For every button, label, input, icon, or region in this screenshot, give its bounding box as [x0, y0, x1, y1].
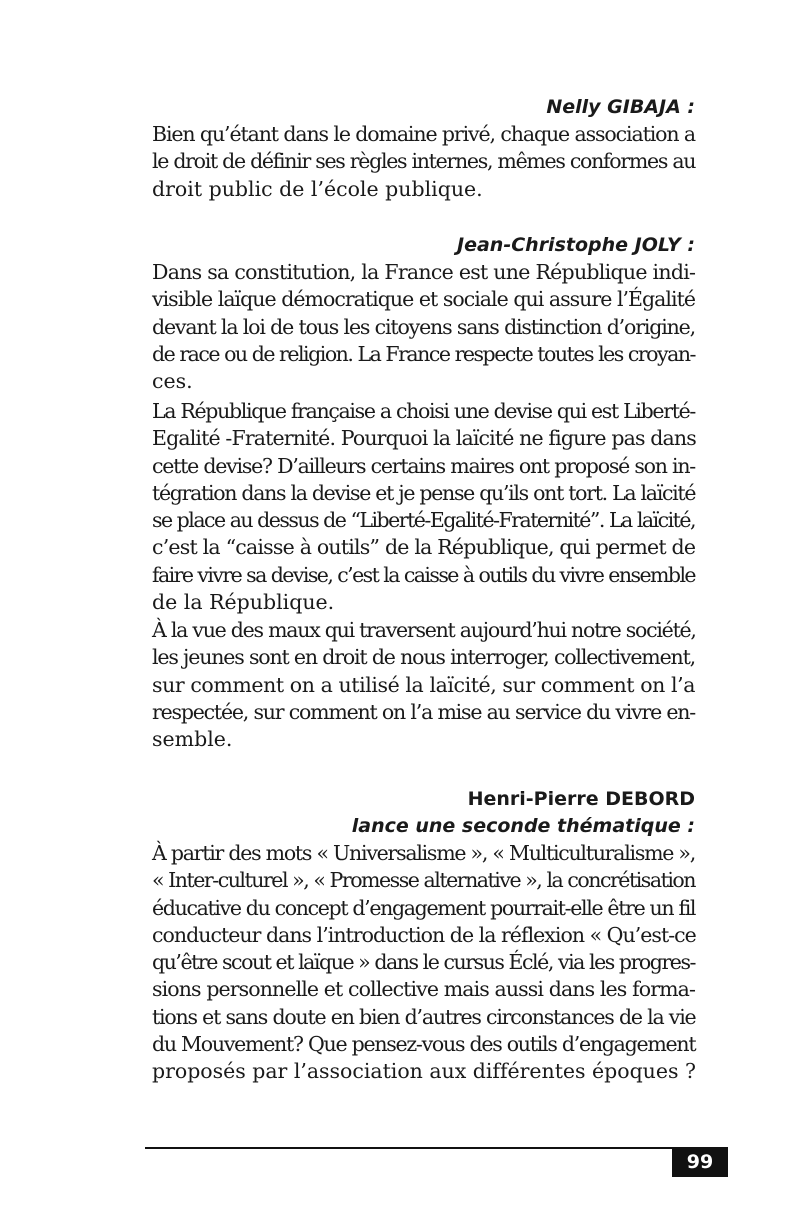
text-line: du Mouvement? Que pensez-vous des outils d’engagement [152, 1032, 696, 1057]
text-line: ces. [152, 369, 193, 394]
text-line: devant la loi de tous les citoyens sans distinction d’origine, [152, 314, 695, 339]
paragraph-joly-2 [152, 398, 695, 616]
speaker-nelly-gibaja: Nelly GIBAJA : [546, 96, 695, 118]
speaker-henri-pierre-debord: Henri-Pierre DEBORD [467, 788, 695, 810]
text-line: À partir des mots « Universalisme », « Multiculturalisme », [152, 841, 695, 865]
speaker-intro-line: lance une seconde thématique : [351, 815, 695, 837]
text-line: « Inter-culturel », « Promesse alternative », la concrétisation [152, 868, 695, 893]
text-line: respectée, sur comment on l’a mise au service du vivre en- [152, 699, 695, 724]
paragraph-gibaja [152, 121, 695, 203]
text-line: droit public de l’école publique. [152, 176, 483, 201]
text-line: éducative du concept d’engagement pourrait-elle être un fil [152, 895, 696, 920]
text-line: sions personnelle et collective mais aussi dans les forma- [152, 977, 695, 1002]
text-line: se place au dessus de “Liberté-Egalité-Fraternité”. La laïcité, [152, 508, 695, 533]
text-line: La République française a choisi une devise qui est Liberté- [152, 399, 695, 423]
text-line: de race ou de religion. La France respecte toutes les croyan- [152, 341, 695, 366]
footer-rule [145, 1147, 728, 1149]
text-line: visible laïque démocratique et sociale qui assure l’Égalité [152, 287, 695, 312]
paragraph-debord [152, 840, 695, 1086]
text-line: cette devise? D’ailleurs certains maires ont proposé son in- [152, 453, 695, 478]
text-line: qu’être scout et laïque » dans le cursus Éclé, via les progres- [152, 950, 695, 975]
text-line: proposés par l’association aux différentes époques ? [152, 1059, 696, 1084]
text-line: Bien qu’étant dans le domaine privé, chaque association a [152, 122, 695, 146]
text-line: sur comment on a utilisé la laïcité, sur comment on l’a [152, 672, 696, 697]
text-line: Dans sa constitution, la France est une République indi- [152, 260, 696, 284]
paragraph-joly-1 [152, 259, 695, 395]
text-line: Egalité -Fraternité. Pourquoi la laïcité ne figure pas dans [152, 426, 696, 451]
text-line: conducteur dans l’introduction de la réflexion « Qu’est-ce [152, 922, 696, 947]
text-line: de la République. [152, 590, 335, 615]
text-line: tégration dans la devise et je pense qu’ils ont tort. La laïcité [152, 480, 696, 505]
text-line: À la vue des maux qui traversent aujourd’hui notre société, [152, 618, 696, 642]
text-line: le droit de définir ses règles internes, mêmes conformes au [152, 149, 696, 174]
text-line: les jeunes sont en droit de nous interroger, collectivement, [152, 645, 695, 670]
speaker-jean-christophe-joly: Jean-Christophe JOLY : [457, 234, 695, 256]
text-line: tions et sans doute en bien d’autres circonstances de la vie [152, 1004, 696, 1029]
text-line: faire vivre sa devise, c’est la caisse à outils du vivre ensemble [152, 562, 695, 587]
page-number: 99 [672, 1148, 728, 1177]
text-line: semble. [152, 727, 233, 752]
paragraph-joly-3 [152, 617, 695, 753]
text-line: c’est la “caisse à outils” de la République, qui permet de [152, 535, 696, 560]
